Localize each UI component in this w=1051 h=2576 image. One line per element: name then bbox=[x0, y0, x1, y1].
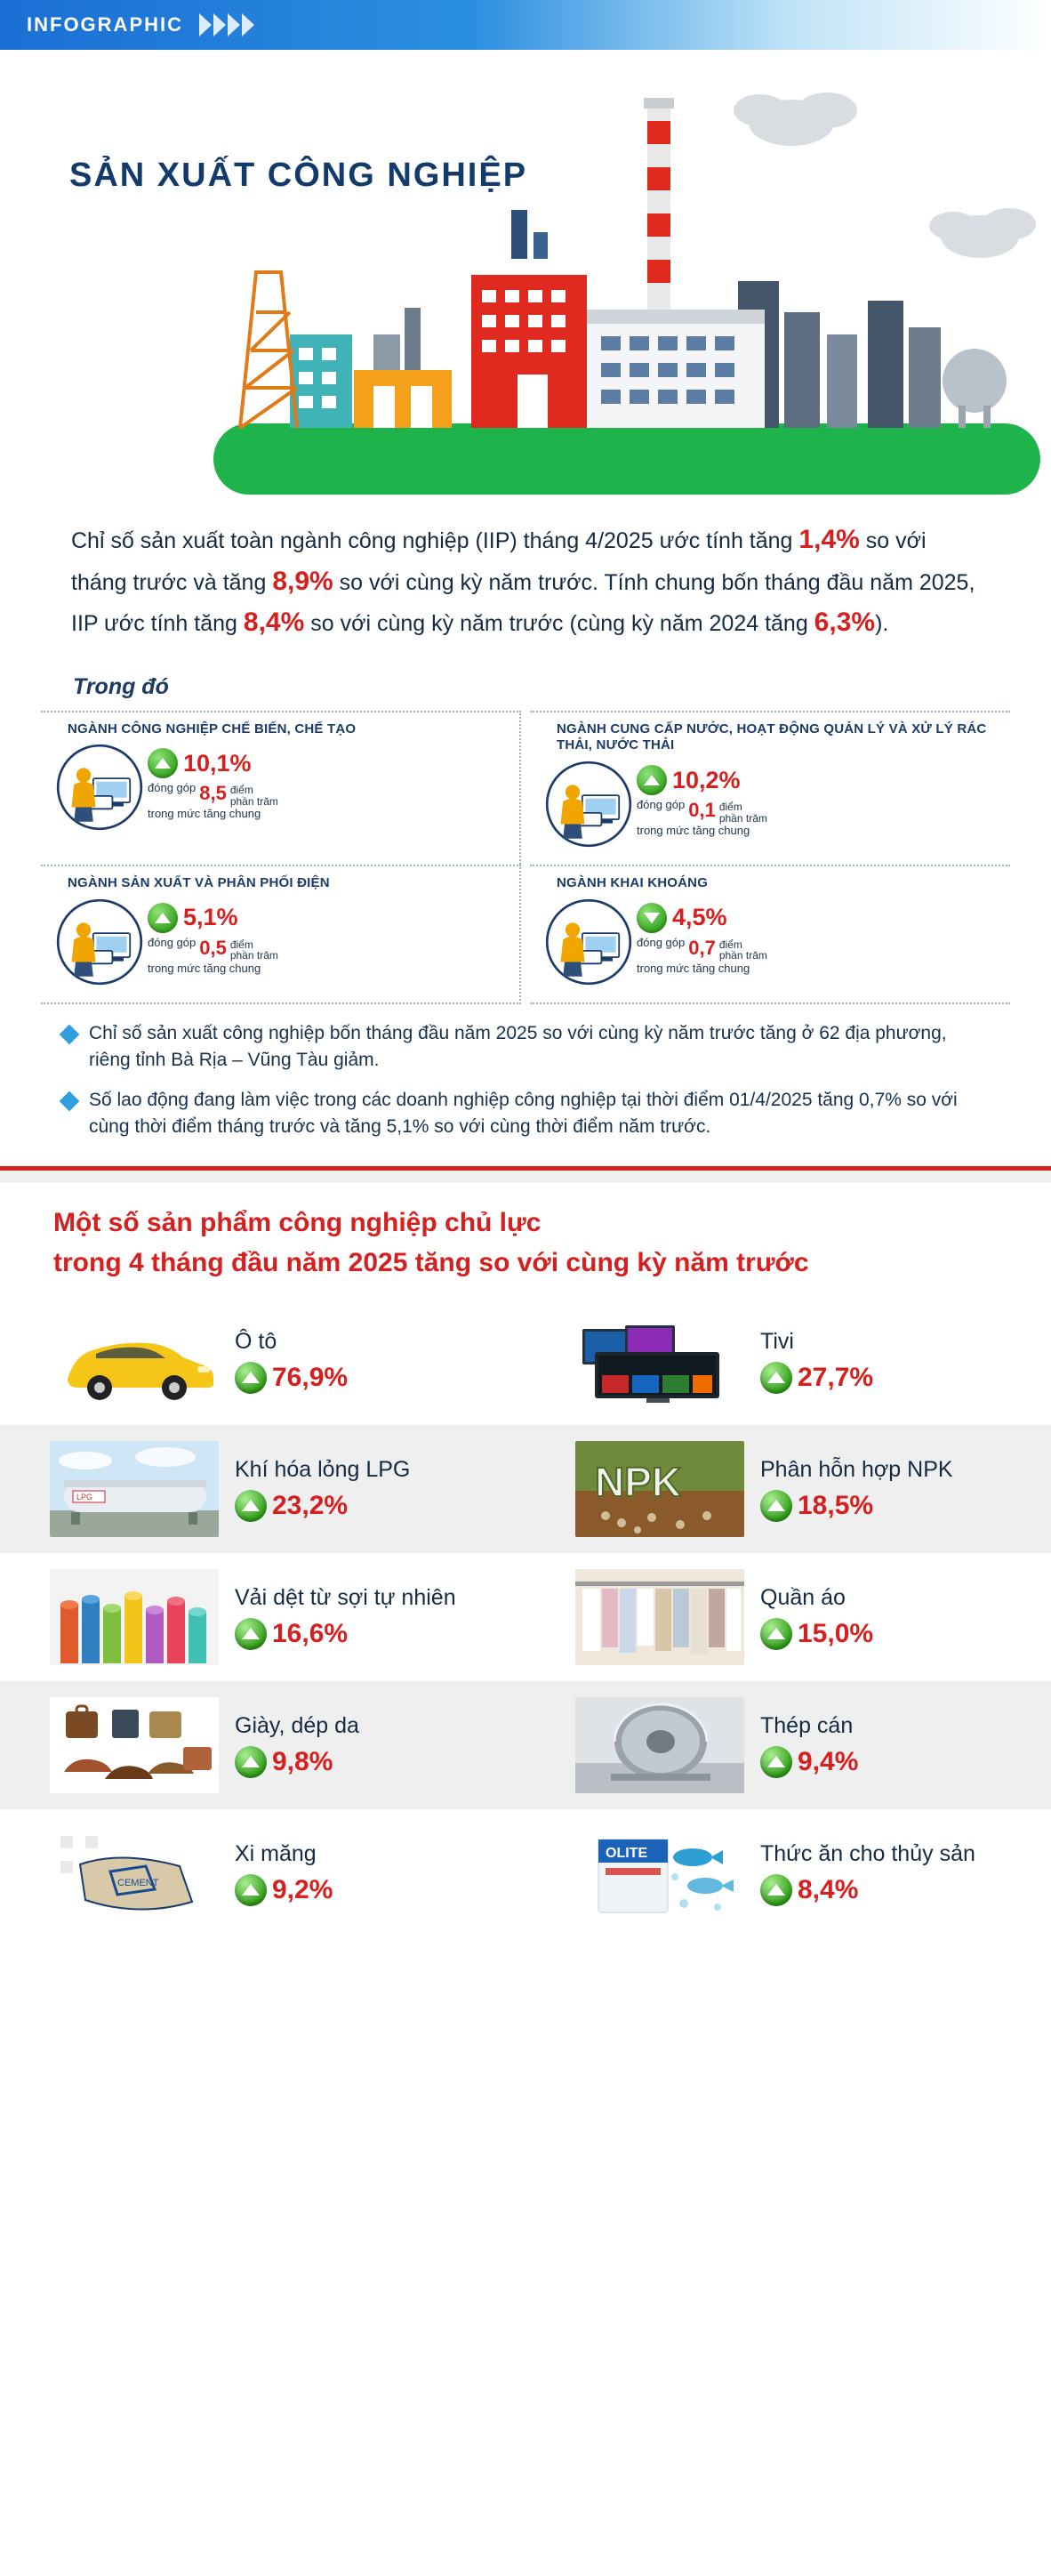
infographic-label: INFOGRAPHIC bbox=[27, 13, 183, 36]
worker-computer-icon bbox=[541, 898, 637, 986]
sector-percent: 10,2% bbox=[672, 766, 741, 793]
product-row bbox=[0, 1809, 1051, 1937]
product-value: 23,2% bbox=[272, 1490, 349, 1520]
sector-card-electricity bbox=[41, 865, 521, 1004]
svg-text:LPG: LPG bbox=[76, 1492, 93, 1501]
bullet-item bbox=[62, 1087, 989, 1141]
product-row bbox=[0, 1297, 1051, 1425]
product-value: 27,7% bbox=[798, 1362, 874, 1392]
products-list bbox=[0, 1297, 1051, 1937]
product-name: Thức ăn cho thủy sản bbox=[760, 1840, 975, 1866]
svg-text:OLITE: OLITE bbox=[606, 1845, 648, 1861]
worker-computer-icon bbox=[52, 743, 148, 832]
product-item-npk bbox=[526, 1425, 1051, 1553]
chevron-decoration bbox=[199, 13, 254, 36]
product-item-shoes bbox=[0, 1681, 526, 1809]
products-title-line1: Một số sản phẩm công nghiệp chủ lực bbox=[53, 1207, 542, 1237]
contrib-unit-2: phần trăm bbox=[229, 949, 278, 962]
clothes-rack-photo bbox=[575, 1569, 744, 1665]
section-subtitle: Trong đó bbox=[73, 673, 169, 699]
cement-bag-photo bbox=[50, 1825, 219, 1921]
product-item-fabric bbox=[0, 1553, 526, 1681]
aqua-feed-photo bbox=[575, 1825, 744, 1921]
contrib-sub: trong mức tăng chung bbox=[148, 807, 261, 821]
sector-title: NGÀNH KHAI KHOÁNG bbox=[557, 875, 709, 890]
product-value: 9,4% bbox=[798, 1746, 859, 1776]
chevron-right-icon bbox=[242, 13, 254, 36]
contrib-unit-2: phần trăm bbox=[229, 794, 278, 808]
product-name: Khí hóa lỏng LPG bbox=[235, 1456, 411, 1482]
chevron-right-icon bbox=[213, 13, 226, 36]
arrow-down-icon bbox=[637, 903, 667, 933]
top-banner bbox=[0, 0, 1051, 50]
product-value: 9,8% bbox=[272, 1746, 333, 1776]
arrow-up-icon bbox=[235, 1490, 267, 1522]
chevron-right-icon bbox=[228, 13, 240, 36]
product-value: 18,5% bbox=[798, 1490, 874, 1520]
contrib-value: 0,5 bbox=[199, 936, 227, 959]
product-name: Phân hỗn hợp NPK bbox=[760, 1456, 953, 1482]
arrow-up-icon bbox=[760, 1490, 792, 1522]
bottom-padding bbox=[0, 1937, 1051, 1962]
sector-card-manufacturing bbox=[41, 711, 521, 865]
arrow-up-icon bbox=[760, 1746, 792, 1778]
arrow-up-icon bbox=[235, 1746, 267, 1778]
tv-photo bbox=[575, 1313, 744, 1409]
bullet-text: Số lao động đang làm việc trong các doanh nghiệp công nghiệp tại thời điểm 01/4/2025 tăng 0,7% so với cùng thời điểm tháng trước và tăng 5,1% so với cùng thời điểm năm trước. bbox=[89, 1089, 958, 1138]
product-item-lpg bbox=[0, 1425, 526, 1553]
arrow-up-icon bbox=[235, 1362, 267, 1394]
bullet-list bbox=[62, 1020, 989, 1141]
svg-text:NPK: NPK bbox=[595, 1458, 682, 1505]
product-name: Giày, dép da bbox=[235, 1712, 359, 1738]
sector-percent: 4,5% bbox=[672, 904, 727, 931]
product-value: 9,2% bbox=[272, 1874, 333, 1904]
intro-text-1: Chỉ số sản xuất toàn ngành công nghiệp (IIP) tháng 4/2025 ước tính tăng bbox=[71, 528, 799, 553]
product-item-aquafeed bbox=[526, 1809, 1051, 1937]
arrow-up-icon bbox=[148, 903, 178, 933]
contrib-unit-1: điểm bbox=[229, 784, 253, 797]
iip-month-value: 1,4% bbox=[798, 525, 860, 554]
lpg-tank-photo bbox=[50, 1441, 219, 1537]
product-name: Tivi bbox=[760, 1328, 794, 1354]
sector-title: NGÀNH CUNG CẤP NƯỚC, HOẠT ĐỘNG QUẢN LÝ VÀ XỬ LÝ RÁC THẢI, NƯỚC THẢI bbox=[557, 720, 987, 753]
sector-title: NGÀNH CÔNG NGHIỆP CHẾ BIẾN, CHẾ TẠO bbox=[68, 720, 357, 737]
chevron-right-icon bbox=[199, 13, 212, 36]
arrow-up-icon bbox=[235, 1618, 267, 1650]
contrib-value: 0,1 bbox=[688, 799, 716, 821]
arrow-up-icon bbox=[637, 765, 667, 795]
intro-text-3: so với cùng kỳ năm trước. Tính chung bốn tháng đầu năm 2025, IIP ước tính tăng bbox=[71, 569, 975, 636]
bullet-text: Chỉ số sản xuất công nghiệp bốn tháng đầu năm 2025 so với cùng kỳ năm trước tăng ở 62 địa phương, riêng tỉnh Bà Rịa – Vũng Tàu giảm. bbox=[89, 1022, 947, 1071]
product-item-cement bbox=[0, 1809, 526, 1937]
product-item-steel bbox=[526, 1681, 1051, 1809]
sector-card-mining bbox=[530, 865, 1010, 1004]
contrib-sub: trong mức tăng chung bbox=[637, 824, 750, 838]
arrow-up-icon bbox=[760, 1362, 792, 1394]
contrib-unit-2: phần trăm bbox=[718, 949, 767, 962]
product-value: 15,0% bbox=[798, 1618, 874, 1648]
contrib-unit-1: điểm bbox=[229, 938, 253, 951]
product-row bbox=[0, 1553, 1051, 1681]
product-value: 76,9% bbox=[272, 1362, 349, 1392]
product-name: Xi măng bbox=[235, 1840, 317, 1866]
svg-text:CEMENT: CEMENT bbox=[117, 1877, 159, 1888]
factory-illustration bbox=[205, 68, 1049, 512]
contrib-value: 0,7 bbox=[688, 936, 716, 959]
section-gap bbox=[0, 1171, 1051, 1183]
worker-computer-icon bbox=[52, 898, 148, 986]
page-title: SẢN XUẤT CÔNG NGHIỆP bbox=[69, 157, 528, 194]
arrow-up-icon bbox=[760, 1874, 792, 1906]
worker-computer-icon bbox=[541, 760, 637, 849]
sector-grid bbox=[41, 711, 1010, 1004]
sector-title: NGÀNH SẢN XUẤT VÀ PHÂN PHỐI ĐIỆN bbox=[68, 875, 330, 890]
product-name: Quần áo bbox=[760, 1584, 846, 1610]
iip-yoy-value: 8,9% bbox=[272, 566, 333, 596]
hero-section bbox=[0, 50, 1051, 512]
contrib-unit-1: điểm bbox=[718, 801, 742, 813]
contrib-unit-1: điểm bbox=[718, 938, 742, 951]
diamond-bullet-icon bbox=[60, 1024, 80, 1044]
contrib-unit-2: phần trăm bbox=[718, 811, 767, 825]
contrib-sub: trong mức tăng chung bbox=[148, 961, 261, 975]
product-name: Thép cán bbox=[760, 1712, 854, 1738]
product-row bbox=[0, 1425, 1051, 1553]
products-header bbox=[0, 1183, 1051, 1297]
product-item-clothes bbox=[526, 1553, 1051, 1681]
diamond-bullet-icon bbox=[60, 1091, 80, 1111]
contrib-prefix: đóng góp bbox=[637, 935, 686, 949]
npk-fertilizer-photo bbox=[575, 1441, 744, 1537]
contrib-prefix: đóng góp bbox=[148, 935, 197, 949]
contrib-sub: trong mức tăng chung bbox=[637, 961, 750, 975]
intro-paragraph bbox=[0, 512, 1051, 644]
contrib-prefix: đóng góp bbox=[637, 798, 686, 811]
sector-percent: 5,1% bbox=[183, 904, 238, 931]
intro-text-2: so với tháng trước và tăng bbox=[71, 528, 927, 595]
arrow-up-icon bbox=[235, 1874, 267, 1906]
contrib-prefix: đóng góp bbox=[148, 781, 197, 795]
products-title-line2: trong 4 tháng đầu năm 2025 tăng so với cùng kỳ năm trước bbox=[53, 1247, 809, 1277]
product-item-tv bbox=[526, 1297, 1051, 1425]
leather-shoes-photo bbox=[50, 1697, 219, 1793]
fabric-rolls-photo bbox=[50, 1569, 219, 1665]
product-item-car bbox=[0, 1297, 526, 1425]
product-value: 8,4% bbox=[798, 1874, 859, 1904]
intro-text-5: ). bbox=[875, 611, 889, 636]
sector-percent: 10,1% bbox=[183, 749, 252, 777]
sector-card-water-waste bbox=[530, 711, 1010, 865]
steel-coil-photo bbox=[575, 1697, 744, 1793]
product-row bbox=[0, 1681, 1051, 1809]
product-value: 16,6% bbox=[272, 1618, 349, 1648]
intro-text-4: so với cùng kỳ năm trước (cùng kỳ năm 2024 tăng bbox=[304, 611, 814, 636]
contrib-value: 8,5 bbox=[199, 782, 227, 805]
bullet-item bbox=[62, 1020, 989, 1075]
car-photo bbox=[50, 1313, 219, 1409]
iip-4month-value: 8,4% bbox=[243, 608, 305, 637]
product-name: Vải dệt từ sợi tự nhiên bbox=[235, 1584, 456, 1610]
product-name: Ô tô bbox=[235, 1328, 277, 1354]
iip-2024-value: 6,3% bbox=[814, 608, 876, 637]
arrow-up-icon bbox=[148, 748, 178, 778]
arrow-up-icon bbox=[760, 1618, 792, 1650]
